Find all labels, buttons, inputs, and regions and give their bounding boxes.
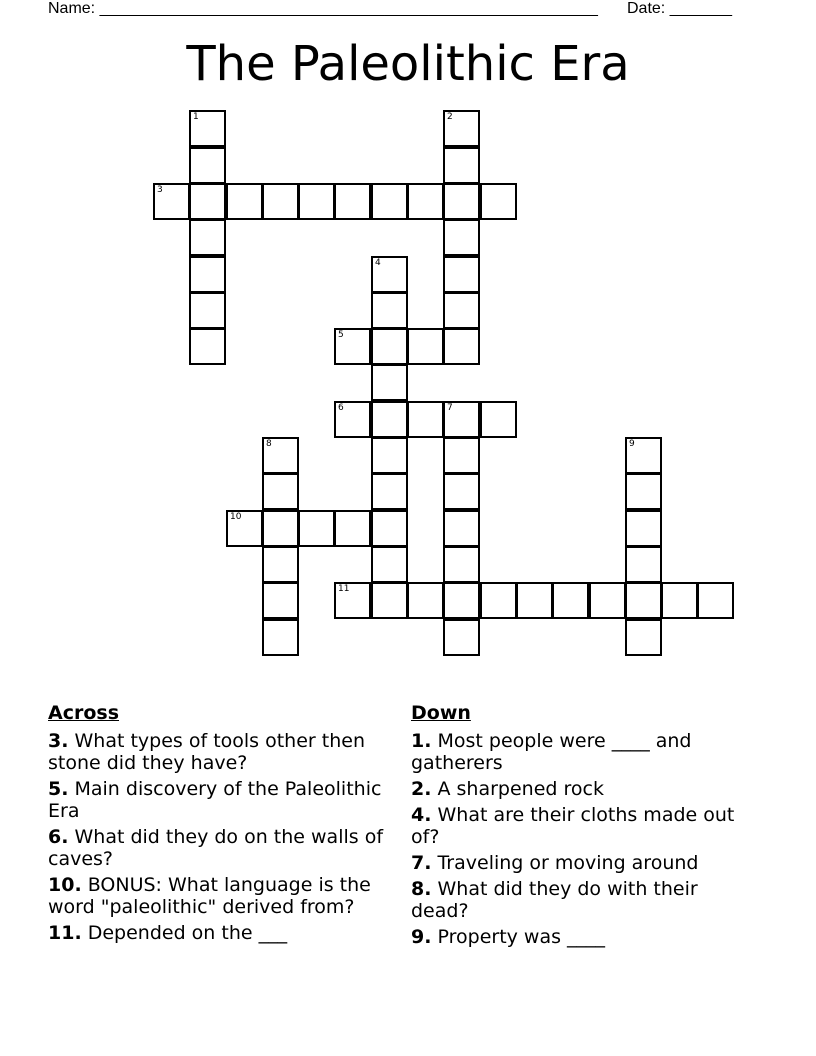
grid-cell[interactable] bbox=[153, 183, 190, 220]
clue-number-label: 6 bbox=[338, 403, 344, 413]
grid-cell[interactable] bbox=[443, 546, 480, 583]
page-title: The Paleolithic Era bbox=[186, 36, 630, 92]
grid-cell[interactable] bbox=[552, 582, 589, 619]
grid-cell[interactable] bbox=[226, 183, 263, 220]
clue-number: 10. bbox=[48, 874, 82, 896]
clue-text: BONUS: What language is the word "paleolithic" derived from? bbox=[48, 874, 371, 918]
clue-text: What are their cloths made out of? bbox=[411, 804, 735, 848]
grid-cell[interactable] bbox=[480, 401, 517, 438]
clue-number: 5. bbox=[48, 778, 69, 800]
clue-number: 2. bbox=[411, 778, 432, 800]
grid-cell[interactable] bbox=[443, 510, 480, 547]
grid-cell[interactable] bbox=[262, 510, 299, 547]
down-heading: Down bbox=[411, 702, 471, 724]
grid-cell[interactable] bbox=[334, 582, 371, 619]
grid-cell[interactable] bbox=[443, 256, 480, 293]
clue-across-10 bbox=[48, 874, 398, 918]
clue-number-label: 3 bbox=[157, 185, 163, 195]
grid-cell[interactable] bbox=[625, 473, 662, 510]
grid-cell[interactable] bbox=[407, 328, 444, 365]
grid-cell[interactable] bbox=[262, 183, 299, 220]
grid-cell[interactable] bbox=[697, 582, 734, 619]
grid-cell[interactable] bbox=[226, 510, 263, 547]
clue-number-label: 5 bbox=[338, 330, 344, 340]
grid-cell[interactable] bbox=[625, 546, 662, 583]
grid-cell[interactable] bbox=[661, 582, 698, 619]
across-heading: Across bbox=[48, 702, 120, 724]
grid-cell[interactable] bbox=[371, 364, 408, 401]
clue-number-label: 1 bbox=[193, 112, 199, 122]
grid-cell[interactable] bbox=[407, 582, 444, 619]
grid-cell[interactable] bbox=[189, 183, 226, 220]
grid-cell[interactable] bbox=[189, 110, 226, 147]
down-clues bbox=[411, 702, 751, 952]
grid-cell[interactable] bbox=[371, 546, 408, 583]
grid-cell[interactable] bbox=[371, 510, 408, 547]
grid-cell[interactable] bbox=[480, 582, 517, 619]
name-field-label[interactable]: Name: ________________________________________________________ bbox=[48, 0, 598, 17]
clue-text: What did they do with their dead? bbox=[411, 878, 698, 922]
grid-cell[interactable] bbox=[443, 437, 480, 474]
clue-text: Depended on the ___ bbox=[81, 922, 288, 944]
grid-cell[interactable] bbox=[371, 183, 408, 220]
grid-cell[interactable] bbox=[262, 473, 299, 510]
grid-cell[interactable] bbox=[443, 328, 480, 365]
clue-text: A sharpened rock bbox=[431, 778, 604, 800]
clue-text: Property was ____ bbox=[431, 926, 606, 948]
grid-cell[interactable] bbox=[334, 328, 371, 365]
grid-cell[interactable] bbox=[371, 401, 408, 438]
grid-cell[interactable] bbox=[189, 256, 226, 293]
clue-down-9 bbox=[411, 926, 751, 948]
grid-cell[interactable] bbox=[443, 183, 480, 220]
grid-cell[interactable] bbox=[443, 473, 480, 510]
clue-number-label: 10 bbox=[230, 512, 242, 522]
clue-across-6 bbox=[48, 826, 398, 870]
clue-number: 6. bbox=[48, 826, 69, 848]
grid-cell[interactable] bbox=[443, 582, 480, 619]
clue-text: Most people were ____ and gatherers bbox=[411, 730, 692, 774]
clue-number-label: 2 bbox=[447, 112, 453, 122]
grid-cell[interactable] bbox=[625, 582, 662, 619]
grid-cell[interactable] bbox=[443, 619, 480, 656]
grid-cell[interactable] bbox=[625, 510, 662, 547]
grid-cell[interactable] bbox=[334, 401, 371, 438]
grid-cell[interactable] bbox=[334, 510, 371, 547]
clue-number-label: 9 bbox=[629, 439, 635, 449]
across-clues bbox=[48, 702, 398, 948]
clue-across-5 bbox=[48, 778, 398, 822]
grid-cell[interactable] bbox=[298, 510, 335, 547]
grid-cell[interactable] bbox=[625, 437, 662, 474]
clue-number: 8. bbox=[411, 878, 432, 900]
clue-text: Traveling or moving around bbox=[431, 852, 699, 874]
grid-cell[interactable] bbox=[262, 546, 299, 583]
clue-down-8 bbox=[411, 878, 751, 922]
grid-cell[interactable] bbox=[189, 219, 226, 256]
clue-number-label: 11 bbox=[338, 584, 350, 594]
clue-down-1 bbox=[411, 730, 751, 774]
grid-cell[interactable] bbox=[443, 110, 480, 147]
grid-cell[interactable] bbox=[371, 256, 408, 293]
clue-number: 4. bbox=[411, 804, 432, 826]
grid-cell[interactable] bbox=[334, 183, 371, 220]
grid-cell[interactable] bbox=[298, 183, 335, 220]
grid-cell[interactable] bbox=[262, 582, 299, 619]
clue-number: 3. bbox=[48, 730, 69, 752]
grid-cell[interactable] bbox=[516, 582, 553, 619]
clue-down-4 bbox=[411, 804, 751, 848]
grid-cell[interactable] bbox=[407, 183, 444, 220]
clue-across-11 bbox=[48, 922, 398, 944]
grid-cell[interactable] bbox=[443, 147, 480, 184]
clue-down-7 bbox=[411, 852, 751, 874]
grid-cell[interactable] bbox=[407, 401, 444, 438]
grid-cell[interactable] bbox=[189, 147, 226, 184]
grid-cell[interactable] bbox=[189, 328, 226, 365]
clue-number: 9. bbox=[411, 926, 432, 948]
grid-cell[interactable] bbox=[262, 437, 299, 474]
grid-cell[interactable] bbox=[443, 401, 480, 438]
grid-cell[interactable] bbox=[443, 219, 480, 256]
grid-cell[interactable] bbox=[371, 292, 408, 329]
clue-down-2 bbox=[411, 778, 751, 800]
clue-number-label: 8 bbox=[266, 439, 272, 449]
date-field-label[interactable]: Date: _______ bbox=[627, 0, 732, 17]
clue-across-3 bbox=[48, 730, 398, 774]
grid-cell[interactable] bbox=[189, 292, 226, 329]
grid-cell[interactable] bbox=[589, 582, 626, 619]
grid-cell[interactable] bbox=[371, 328, 408, 365]
clue-text: What did they do on the walls of caves? bbox=[48, 826, 384, 870]
clue-number: 1. bbox=[411, 730, 432, 752]
clue-number: 7. bbox=[411, 852, 432, 874]
grid-cell[interactable] bbox=[371, 437, 408, 474]
clue-number: 11. bbox=[48, 922, 82, 944]
grid-cell[interactable] bbox=[480, 183, 517, 220]
grid-cell[interactable] bbox=[625, 619, 662, 656]
grid-cell[interactable] bbox=[371, 582, 408, 619]
grid-cell[interactable] bbox=[443, 292, 480, 329]
clue-text: Main discovery of the Paleolithic Era bbox=[48, 778, 382, 822]
clue-number-label: 4 bbox=[375, 258, 381, 268]
clue-text: What types of tools other then stone did they have? bbox=[48, 730, 365, 774]
grid-cell[interactable] bbox=[262, 619, 299, 656]
grid-cell[interactable] bbox=[371, 473, 408, 510]
clue-number-label: 7 bbox=[447, 403, 453, 413]
